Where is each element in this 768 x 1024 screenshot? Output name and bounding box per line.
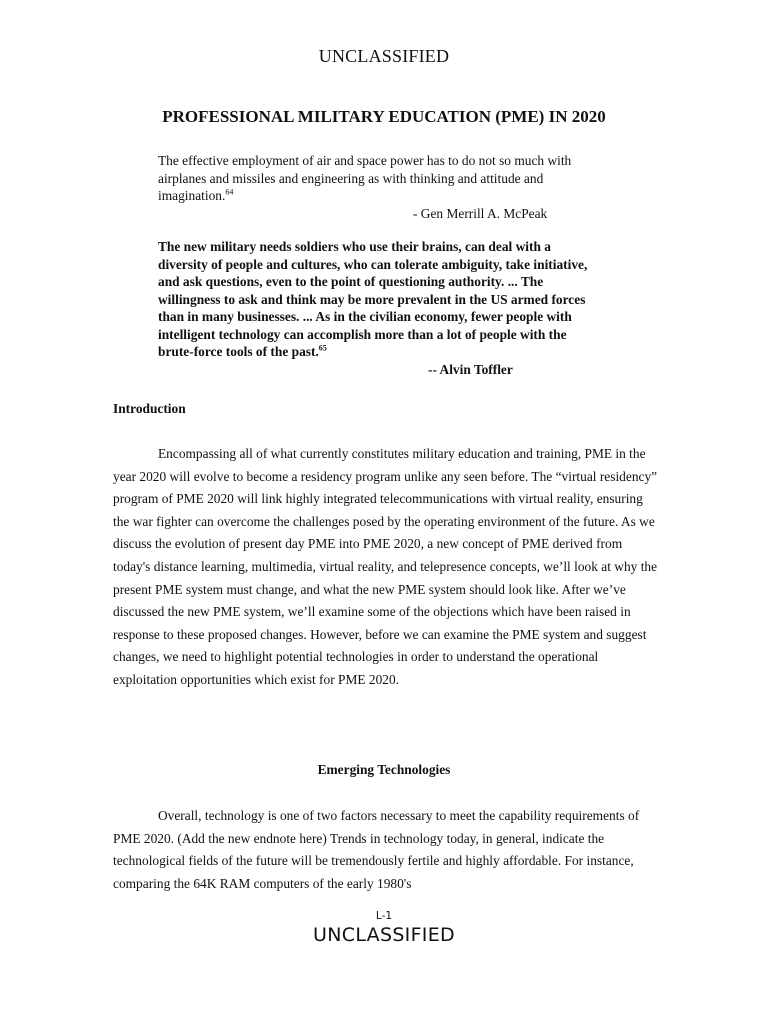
emerging-technologies-paragraph: Overall, technology is one of two factors necessary to meet the capability requirements of PME 2020. (Add the new endnote here) Trends in technology today, in general, indicate the technological fields of the future will be tremendously fertile and highly affordable. For instance, comparing the 64K RAM computers of the early 1980's <box>113 808 640 891</box>
introduction-paragraph: Encompassing all of what currently constitutes military education and training, PME in the year 2020 will evolve to become a residency program unlike any seen before. The “virtual residency” program of PME 2020 will link highly integrated telecommunications with virtual reality, ensuring the war fighter can overcome the challenges posed by the operating environment of the future. As we discuss the evolution of present day PME into PME 2020, a new concept of PME derived from today's distance learning, multimedia, virtual reality, and telepresence concepts, we’ll look at why the present PME system must change, and what the new PME system should look like. After we’ve discussed the new PME system, we’ll examine some of the objections which have been raised in response to these proposed changes. However, before we can examine the PME system and suggest changes, we need to highlight potential technologies in order to understand the operational exploitation opportunities which exist for PME 2020. <box>113 446 658 687</box>
page-number: L-1 <box>375 910 393 922</box>
classification-header: UNCLASSIFIED <box>318 46 450 66</box>
quote-text: The effective employment of air and space power has to do not so much with airplanes and missiles and engineering as with thinking and attitude and imagination. <box>158 153 572 203</box>
quote-text: The new military needs soldiers who use their brains, can deal with a diversity of people and cultures, who can tolerate ambiguity, take initiative, and ask questions, even to the point of questioning authority. ... The willingness to ask and think may be more prevalent in the US armed forces than in many businesses. ... As in the civilian economy, fewer people with intelligent technology can accomplish more than a lot of people with the brute-force tools of the past. <box>158 239 588 359</box>
endnote-marker: 65 <box>318 343 327 353</box>
section-heading-emerging-technologies: Emerging Technologies <box>317 762 451 777</box>
section-heading-introduction: Introduction <box>113 401 186 416</box>
classification-footer: UNCLASSIFIED <box>313 924 455 946</box>
endnote-marker: 64 <box>225 187 234 197</box>
document-title: PROFESSIONAL MILITARY EDUCATION (PME) IN 2020 <box>162 107 606 126</box>
quote-attribution: - Gen Merrill A. McPeak <box>413 205 548 221</box>
quote-attribution: -- Alvin Toffler <box>428 361 513 377</box>
epigraph-quote-mcpeak <box>158 152 588 222</box>
epigraph-quote-toffler <box>158 238 588 378</box>
